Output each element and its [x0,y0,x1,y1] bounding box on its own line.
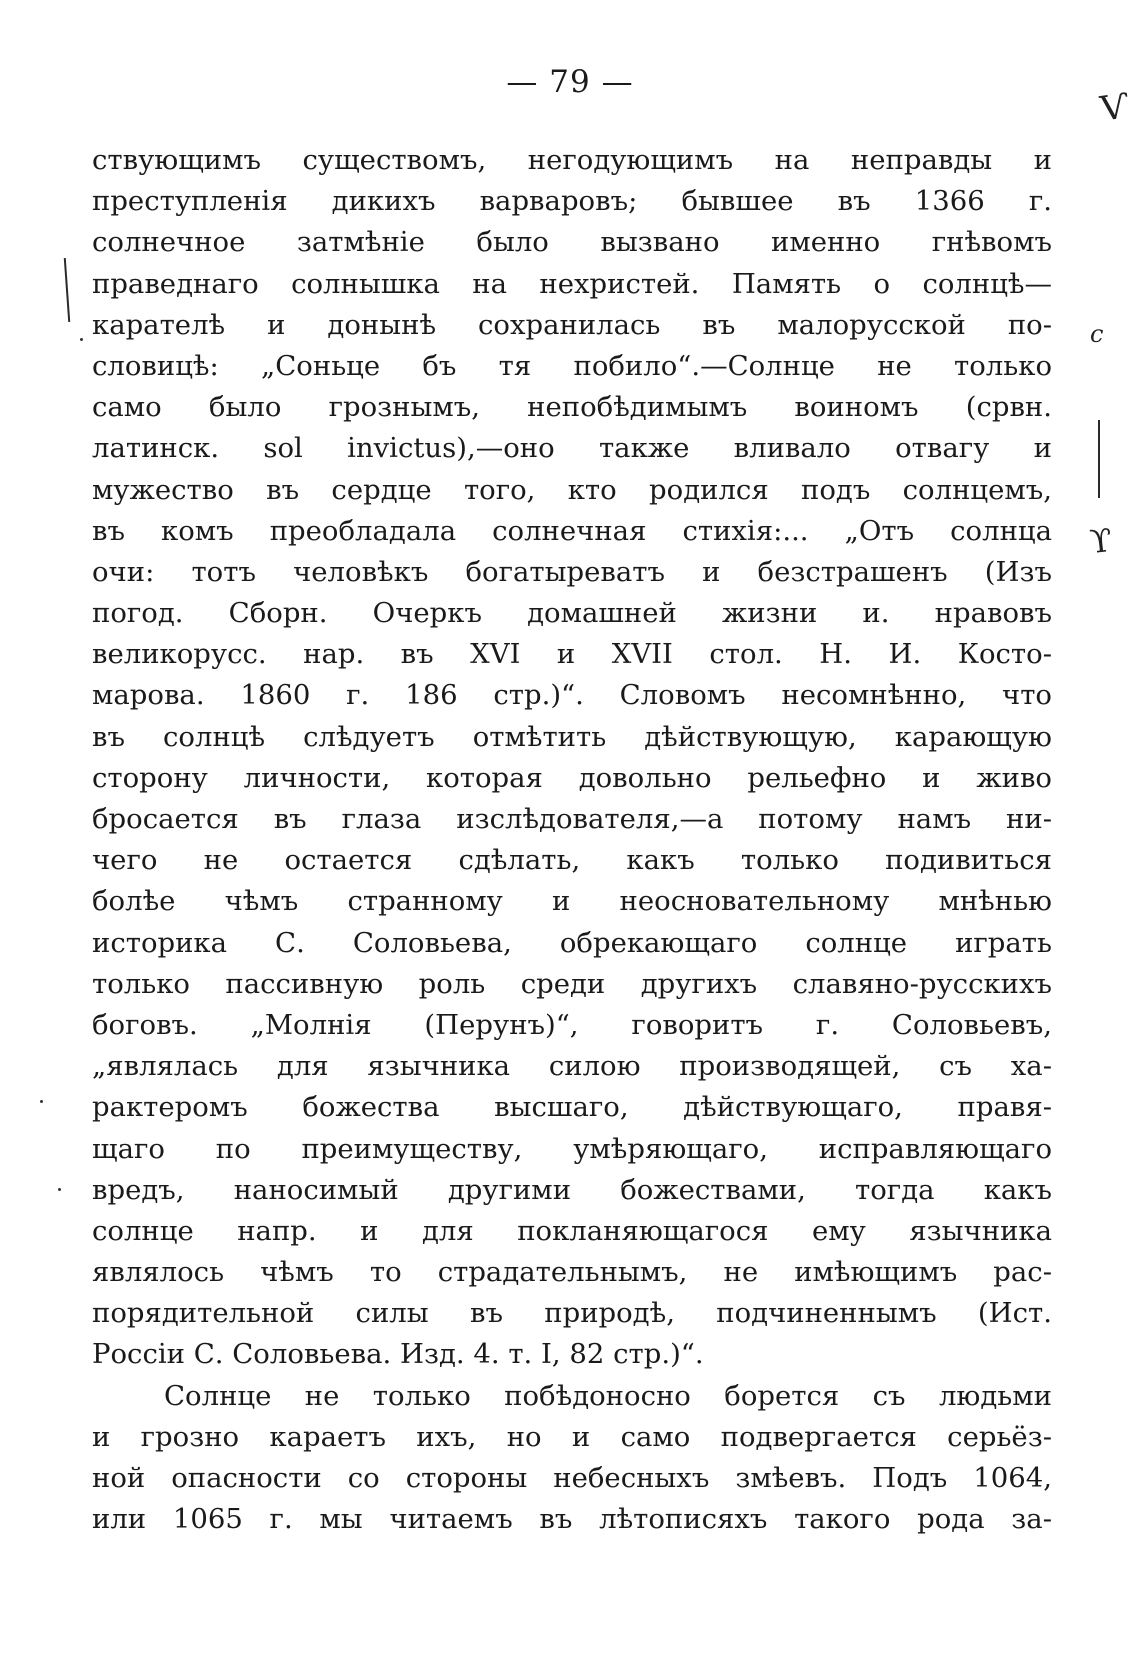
text-line: очи: тотъ человѣкъ богатыреватъ и безстрашенъ (Изъ [92,555,1052,588]
margin-dot [58,1188,61,1191]
text-line: праведнаго солнышка на нехристей. Память о солнцѣ— [92,267,1052,300]
text-line: рактеромъ божества высшаго, дѣйствующаго, правя- [92,1091,1052,1124]
margin-line-right [1098,420,1100,498]
text-line: порядительной силы въ природѣ, подчиненнымъ (Ист. [92,1297,1052,1330]
text-line: великорусс. нар. въ XVI и XVII стол. Н. И. Косто- [92,638,1052,671]
margin-mark-top-right: Ѵ [1097,86,1132,130]
margin-dot [40,1100,43,1103]
text-line: „являлась для язычника силою производящей, съ ха- [92,1050,1052,1083]
text-line: болѣе чѣмъ странному и неосновательному мнѣнью [92,885,1052,918]
text-line: латинск. sol invictus),—оно также вливало отвагу и [92,432,1052,465]
text-line: и грозно караетъ ихъ, но и само подвергается серьёз- [92,1420,1052,1453]
margin-line-left [64,258,70,322]
margin-mark-lower-right: ϒ [1088,520,1114,562]
text-line: историка С. Соловьева, обрекающаго солнце играть [92,926,1052,959]
text-line: солнечное затмѣніе было вызвано именно гнѣвомъ [92,226,1052,259]
text-line: вредъ, наносимый другими божествами, тогда какъ [92,1173,1052,1206]
text-line: сторону личности, которая довольно рельефно и живо [92,761,1052,794]
margin-dot [80,338,83,341]
text-line: погод. Сборн. Очеркъ домашней жизни и. нравовъ [92,597,1052,630]
text-line: ствующимъ существомъ, негодующимъ на неправды и [92,144,1052,176]
text-line: Россіи С. Соловьева. Изд. 4. т. I, 82 стр.)“. [92,1338,704,1371]
text-line: карателѣ и донынѣ сохранилась въ малорусской по- [92,308,1052,341]
text-line: являлось чѣмъ то страдательнымъ, не имѣющимъ рас- [92,1256,1052,1289]
text-line: или 1065 г. мы читаемъ въ лѣтописяхъ такого рода за- [92,1503,1052,1536]
text-line: щаго по преимуществу, умѣряющаго, исправляющаго [92,1132,1052,1165]
text-line: Солнце не только побѣдоносно борется съ людьми [164,1379,1052,1412]
margin-mark-middle-right: с [1090,320,1104,348]
page-number: — 79 — [506,64,634,100]
text-line: въ солнцѣ слѣдуетъ отмѣтить дѣйствующую, карающую [92,720,1052,753]
text-line: мужество въ сердце того, кто родился подъ солнцемъ, [92,473,1052,506]
text-line: въ комъ преобладала солнечная стихія:... „Отъ солнца [92,514,1052,547]
text-line: марова. 1860 г. 186 стр.)“. Словомъ несомнѣнно, что [92,679,1052,712]
body-text [92,140,1052,1540]
text-line: само было грознымъ, непобѣдимымъ воиномъ (срвн. [92,391,1052,424]
text-line: бросается въ глаза изслѣдователя,—а потому намъ ни- [92,803,1052,835]
text-line: чего не остается сдѣлать, какъ только подивиться [92,844,1052,877]
text-line: только пассивную роль среди другихъ славяно-русскихъ [92,967,1052,1000]
text-line: боговъ. „Молнія (Перунъ)“, говоритъ г. Соловьевъ, [92,1008,1052,1041]
text-line: ной опасности со стороны небесныхъ змѣевъ. Подъ 1064, [92,1462,1052,1494]
text-line: преступленія дикихъ варваровъ; бывшее въ 1366 г. [92,185,1052,218]
text-line: словицѣ: „Соньце бъ тя побило“.—Солнце не только [92,349,1052,382]
text-line: солнце напр. и для покланяющагося ему язычника [92,1214,1052,1247]
